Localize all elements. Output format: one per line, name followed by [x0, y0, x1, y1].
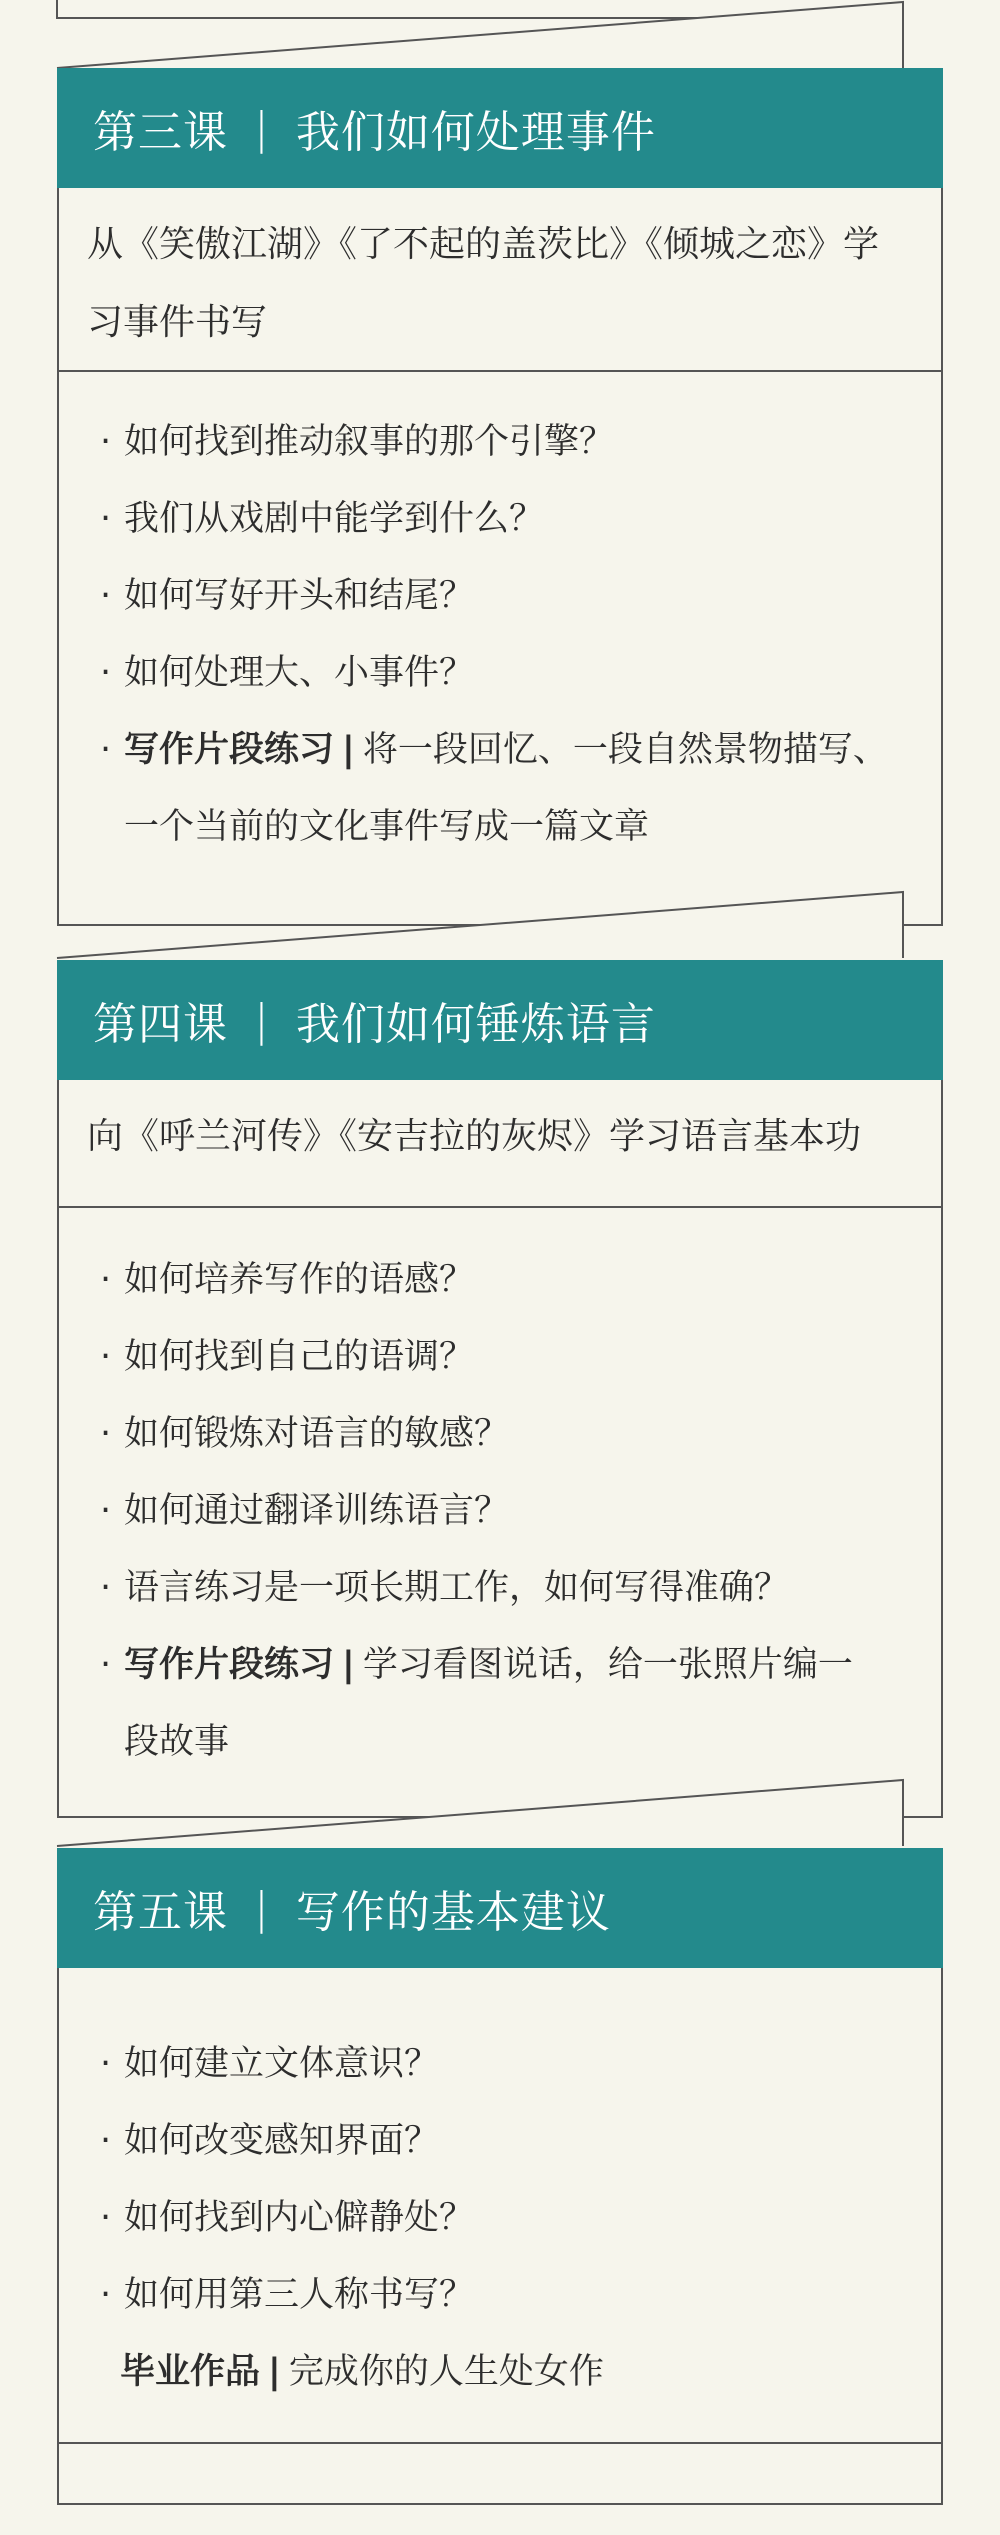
list-item — [100, 635, 920, 712]
bullet-dot-icon: · — [100, 499, 112, 539]
previous-card-tab — [0, 0, 1000, 70]
bullet-text: 我们从戏剧中能学到什么？ — [124, 499, 545, 539]
lesson-bullets — [100, 2026, 920, 2411]
header-separator: | — [254, 994, 270, 1046]
bullet-dot-icon: · — [100, 1491, 112, 1531]
list-item — [100, 1550, 920, 1627]
lesson-number: 第三课 — [93, 107, 228, 158]
divider — [57, 2442, 943, 2444]
lesson-header — [57, 1848, 943, 1968]
list-item — [100, 1473, 920, 1550]
lesson-number: 第四课 — [93, 999, 228, 1050]
list-item — [100, 2180, 920, 2257]
bullet-text: 如何改变感知界面？ — [124, 2121, 440, 2161]
bullet-dot-icon: · — [100, 1414, 112, 1454]
list-item — [100, 404, 920, 481]
list-item — [100, 1396, 920, 1473]
card-tab — [0, 890, 1000, 960]
list-item — [100, 481, 920, 558]
lesson-intro: 从《笑傲江湖》《了不起的盖茨比》《倾城之恋》学习事件书写 — [87, 224, 880, 343]
final-work-separator: | — [268, 2352, 281, 2392]
exercise-text: 将一段回忆、一段自然景物描写、一个当前的文化事件写成一篇文章 — [124, 730, 888, 847]
bullet-text: 如何培养写作的语感？ — [124, 1260, 475, 1300]
final-work-text: 完成你的人生处女作 — [288, 2352, 604, 2392]
list-item — [100, 2103, 920, 2180]
exercise-separator: | — [342, 1645, 355, 1685]
divider — [57, 370, 943, 372]
lesson-title: 我们如何锤炼语言 — [295, 999, 656, 1050]
card-tab — [0, 1778, 1000, 1848]
bullet-dot-icon: · — [100, 653, 112, 693]
bullet-dot-icon: · — [100, 1645, 112, 1685]
bullet-dot-icon: · — [100, 2275, 112, 2315]
bullet-text: 如何找到自己的语调？ — [124, 1337, 475, 1377]
bullet-text: 如何找到内心僻静处？ — [124, 2198, 475, 2238]
list-item — [100, 1242, 920, 1319]
divider — [57, 1206, 943, 1208]
bullet-dot-icon: · — [100, 2121, 112, 2161]
bullet-text: 如何锻炼对语言的敏感？ — [124, 1414, 510, 1454]
exercise-label: 写作片段练习 — [124, 730, 335, 770]
lesson-number: 第五课 — [93, 1887, 228, 1938]
bullet-text: 语言练习是一项长期工作，如何写得准确？ — [124, 1568, 790, 1608]
lesson-bullets — [100, 1242, 920, 1781]
lesson-bullets — [100, 404, 920, 866]
bullet-dot-icon: · — [100, 576, 112, 616]
bullet-dot-icon: · — [100, 2044, 112, 2084]
bullet-text: 如何处理大、小事件？ — [124, 653, 475, 693]
list-item — [100, 2257, 920, 2334]
bullet-dot-icon: · — [100, 1337, 112, 1377]
bullet-text: 如何建立文体意识？ — [124, 2044, 440, 2084]
bullet-text: 如何通过翻译训练语言？ — [124, 1491, 510, 1531]
exercise-label: 写作片段练习 — [124, 1645, 335, 1685]
bullet-dot-icon: · — [100, 730, 112, 770]
bullet-dot-icon: · — [100, 1260, 112, 1300]
list-item — [100, 2026, 920, 2103]
lesson-title: 写作的基本建议 — [295, 1887, 611, 1938]
final-work-item — [100, 2334, 920, 2411]
bullet-text: 如何写好开头和结尾？ — [124, 576, 475, 616]
list-item — [100, 558, 920, 635]
exercise-item — [100, 712, 920, 866]
bullet-text: 如何找到推动叙事的那个引擎？ — [124, 422, 615, 462]
bullet-text: 如何用第三人称书写？ — [124, 2275, 475, 2315]
lesson-title: 我们如何处理事件 — [295, 107, 656, 158]
bullet-dot-icon: · — [100, 2198, 112, 2238]
bullet-dot-icon: · — [100, 422, 112, 462]
exercise-text: 学习看图说话，给一张照片编一段故事 — [124, 1645, 853, 1762]
exercise-separator: | — [342, 730, 355, 770]
lesson-header — [57, 960, 943, 1080]
lesson-header — [57, 68, 943, 188]
bullet-dot-icon: · — [100, 1568, 112, 1608]
list-item — [100, 1319, 920, 1396]
header-separator: | — [254, 1882, 270, 1934]
header-separator: | — [254, 102, 270, 154]
final-work-label: 毕业作品 — [120, 2352, 261, 2392]
exercise-item — [100, 1627, 884, 1781]
lesson-intro: 向《呼兰河传》《安吉拉的灰烬》学习语言基本功 — [87, 1116, 862, 1157]
